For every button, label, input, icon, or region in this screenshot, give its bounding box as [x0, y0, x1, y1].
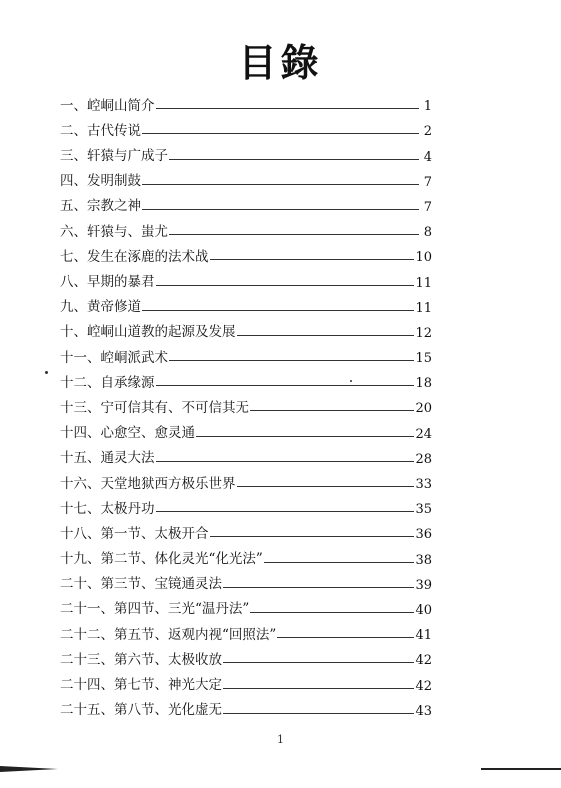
toc-entry-page: 39 — [415, 577, 432, 593]
toc-entry-page: 41 — [415, 628, 432, 644]
toc-leader-line — [223, 662, 414, 663]
toc-entry-title: 四、发明制鼓 — [60, 173, 141, 190]
toc-entry — [60, 466, 432, 491]
toc-entry-title: 二十二、第五节、返观内视“回照法” — [60, 626, 277, 643]
page-title: 目錄 — [238, 41, 323, 85]
toc-entry-title: 十九、第二节、体化灵光“化光法” — [60, 551, 263, 568]
toc-entry-page: 38 — [415, 552, 432, 568]
toc-leader-line — [210, 536, 415, 537]
toc-entry-page: 24 — [415, 426, 432, 442]
toc-entry — [60, 239, 432, 264]
toc-entry — [60, 491, 432, 516]
toc-leader-line — [169, 159, 419, 160]
toc-entry-title: 六、轩猿与、蚩尤 — [60, 223, 168, 240]
toc-entry-page: 42 — [415, 678, 432, 694]
toc-leader-line — [264, 562, 415, 563]
toc-entry-title: 七、发生在涿鹿的法术战 — [60, 248, 209, 265]
toc-entry-page: 11 — [415, 275, 432, 291]
toc-entry-page: 40 — [415, 602, 432, 618]
toc-entry — [60, 441, 432, 466]
toc-entry — [60, 264, 432, 289]
scan-edge-mark — [481, 768, 561, 770]
toc-leader-line — [250, 410, 414, 411]
toc-leader-line — [237, 335, 415, 336]
toc-entry-title: 八、早期的暴君 — [60, 274, 155, 290]
toc-entry-title: 十七、太极丹功 — [60, 500, 155, 517]
toc-entry — [60, 617, 432, 642]
toc-entry-page: 11 — [415, 300, 432, 316]
toc-entry-title: 二十四、第七节、神光大定 — [60, 677, 222, 693]
toc-entry-title: 一、崆峒山简介 — [60, 97, 155, 114]
toc-entry-title: 二十、第三节、宝镜通灵法 — [60, 576, 222, 593]
toc-entry-title: 二、古代传说 — [60, 122, 141, 139]
toc-leader-line — [223, 587, 414, 588]
toc-leader-line — [237, 486, 415, 487]
toc-leader-line — [196, 436, 414, 437]
toc-leader-line — [156, 285, 415, 286]
toc-entry-title: 九、黄帝修道 — [60, 299, 141, 316]
toc-entry-page: 12 — [415, 325, 432, 341]
toc-entry — [60, 138, 432, 163]
toc-entry-page: 10 — [415, 250, 432, 266]
toc-entry — [60, 516, 432, 541]
toc-entry — [60, 667, 432, 692]
toc-entry — [60, 693, 432, 718]
toc-entry-page: 7 — [423, 199, 432, 215]
toc-entry-page: 15 — [415, 351, 432, 367]
toc-entry — [60, 340, 432, 365]
toc-entry-page: 35 — [415, 502, 432, 518]
toc-entry — [60, 214, 432, 239]
scan-edge-mark — [0, 766, 58, 772]
toc-leader-line — [169, 360, 414, 361]
toc-entry-page: 4 — [423, 149, 432, 165]
toc-entry — [60, 642, 432, 667]
toc-entry-title: 十五、通灵大法 — [60, 450, 155, 467]
scan-speck — [45, 371, 48, 374]
toc-entry-page: 42 — [415, 653, 432, 669]
toc-entry — [60, 290, 432, 315]
scan-speck — [350, 380, 352, 382]
toc-entry-title: 二十一、第四节、三光“温丹法” — [60, 601, 250, 618]
toc-entry-title: 五、宗教之神 — [60, 198, 141, 215]
toc-leader-line — [142, 133, 419, 134]
toc-entry — [60, 567, 432, 592]
toc-entry-page: 7 — [423, 174, 432, 190]
toc-entry — [60, 415, 432, 440]
page-number: 1 — [277, 733, 284, 746]
toc-leader-line — [156, 461, 415, 462]
toc-leader-line — [156, 511, 415, 512]
toc-leader-line — [223, 713, 414, 714]
toc-entry — [60, 390, 432, 415]
toc-leader-line — [250, 612, 414, 613]
toc-leader-line — [169, 234, 419, 235]
toc-entry-title: 十四、心愈空、愈灵通 — [60, 425, 195, 442]
toc-leader-line — [156, 385, 415, 386]
toc-entry — [60, 189, 432, 214]
toc-leader-line — [223, 688, 414, 689]
toc-entry-page: 33 — [415, 477, 432, 492]
toc-entry-page: 1 — [423, 99, 432, 115]
toc-leader-line — [277, 637, 414, 638]
toc-entry-page: 20 — [415, 401, 432, 417]
toc-leader-line — [142, 310, 414, 311]
toc-entry — [60, 113, 432, 138]
toc-entry-page: 18 — [415, 376, 432, 392]
toc-entry-page: 43 — [415, 703, 432, 719]
toc-entry-title: 十八、第一节、太极开合 — [60, 525, 209, 542]
toc-entry-page: 36 — [415, 527, 432, 543]
toc-entry-title: 二十五、第八节、光化虚无 — [60, 702, 222, 719]
table-of-contents — [60, 88, 432, 718]
toc-entry-title: 十、崆峒山道教的起源及发展 — [60, 324, 236, 341]
toc-entry-title: 十一、崆峒派武术 — [60, 349, 168, 366]
toc-entry — [60, 88, 432, 113]
toc-entry-title: 十三、宁可信其有、不可信其无 — [60, 399, 249, 416]
toc-entry-title: 三、轩猿与广成子 — [60, 148, 168, 165]
toc-entry-title: 二十三、第六节、太极收放 — [60, 651, 222, 668]
toc-entry-page: 2 — [423, 124, 432, 140]
toc-entry-title: 十六、天堂地狱西方极乐世界 — [60, 475, 236, 492]
toc-entry — [60, 541, 432, 566]
toc-entry — [60, 592, 432, 617]
toc-entry-title: 十二、自承缘源 — [60, 374, 155, 391]
toc-entry-page: 28 — [415, 451, 432, 467]
toc-entry — [60, 365, 432, 390]
toc-entry-page: 8 — [423, 225, 432, 241]
toc-entry — [60, 164, 432, 189]
toc-leader-line — [156, 108, 420, 109]
toc-leader-line — [142, 209, 419, 210]
toc-leader-line — [142, 184, 419, 185]
toc-entry — [60, 315, 432, 340]
toc-leader-line — [210, 259, 415, 260]
